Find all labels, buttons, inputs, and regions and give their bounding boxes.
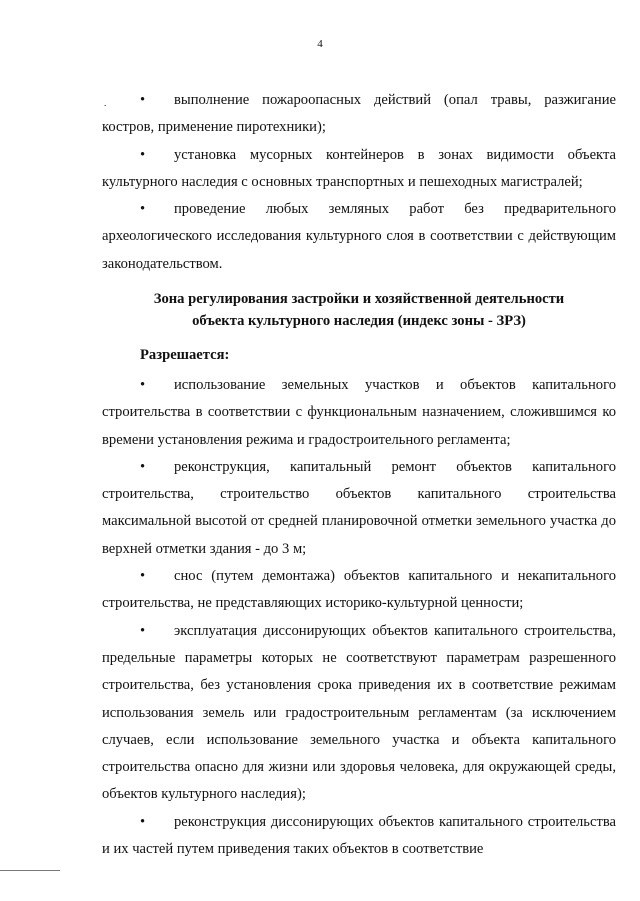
list-item	[102, 454, 616, 563]
list-item	[102, 142, 616, 197]
bullet-icon: •	[140, 201, 146, 218]
list-item-text: использование земельных участков и объектов капитального строительства в соответствии с функциональным назначением, сложившимся ко времени установления режима и градостроительного регламента;	[102, 377, 616, 448]
list-item-text: реконструкция диссонирующих объектов капитального строительства и их частей путем приведения таких объектов в соответствие	[102, 813, 616, 858]
allowed-list	[102, 372, 616, 863]
list-item-text: эксплуатация диссонирующих объектов капитального строительства, предельные параметры которых не соответствуют параметрам разрешенного строительства, без установления срока приведения их в соответствие режимам использования земель или градостроительным регламентам (за исключением случаев, если использование земельного участка и объекта капитального строительства опасно для жизни или здоровья человека, для окружающей среды, объектов культурного наследия);	[102, 622, 616, 803]
list-item-text: выполнение пожароопасных действий (опал травы, разжигание костров, применение пиротехники);	[102, 92, 616, 136]
list-item-text: установка мусорных контейнеров в зонах видимости объекта культурного наследия с основных транспортных и пешеходных магистралей;	[102, 146, 616, 190]
bullet-icon: •	[140, 622, 146, 639]
allowed-label: Разрешается:	[140, 347, 230, 363]
list-item	[102, 196, 616, 278]
section-heading-line-1: Зона регулирования застройки и хозяйственной деятельности	[153, 291, 565, 307]
list-item	[102, 372, 616, 454]
bullet-icon: •	[140, 568, 146, 585]
bullet-icon: •	[140, 146, 146, 163]
section-heading-line-2: объекта культурного наследия (индекс зоны - ЗРЗ)	[192, 313, 526, 329]
list-item	[102, 563, 616, 618]
list-item	[102, 809, 616, 864]
list-item-text: проведение любых земляных работ без предварительного археологического исследования культурного слоя в соответствии с действующим законодательством.	[102, 201, 616, 272]
list-item-text: реконструкция, капитальный ремонт объектов капитального строительства, строительство объектов капитального строительства максимальной высотой от средней планировочной отметки земельного участка до верхней отметки здания - до 3 м;	[102, 458, 616, 557]
section-heading	[102, 288, 616, 332]
stray-mark: .	[104, 98, 107, 108]
bullet-icon: •	[140, 92, 146, 108]
bottom-rule	[0, 870, 60, 871]
list-item	[102, 618, 616, 809]
prohibited-list	[102, 87, 616, 278]
bullet-icon: •	[140, 458, 146, 475]
list-item	[102, 87, 616, 142]
bullet-icon: •	[140, 813, 146, 830]
bullet-icon: •	[140, 377, 146, 393]
page-number: 4	[317, 38, 323, 50]
list-item-text: снос (путем демонтажа) объектов капитального и некапитального строительства, не представляющих историко-культурной ценности;	[102, 568, 616, 612]
